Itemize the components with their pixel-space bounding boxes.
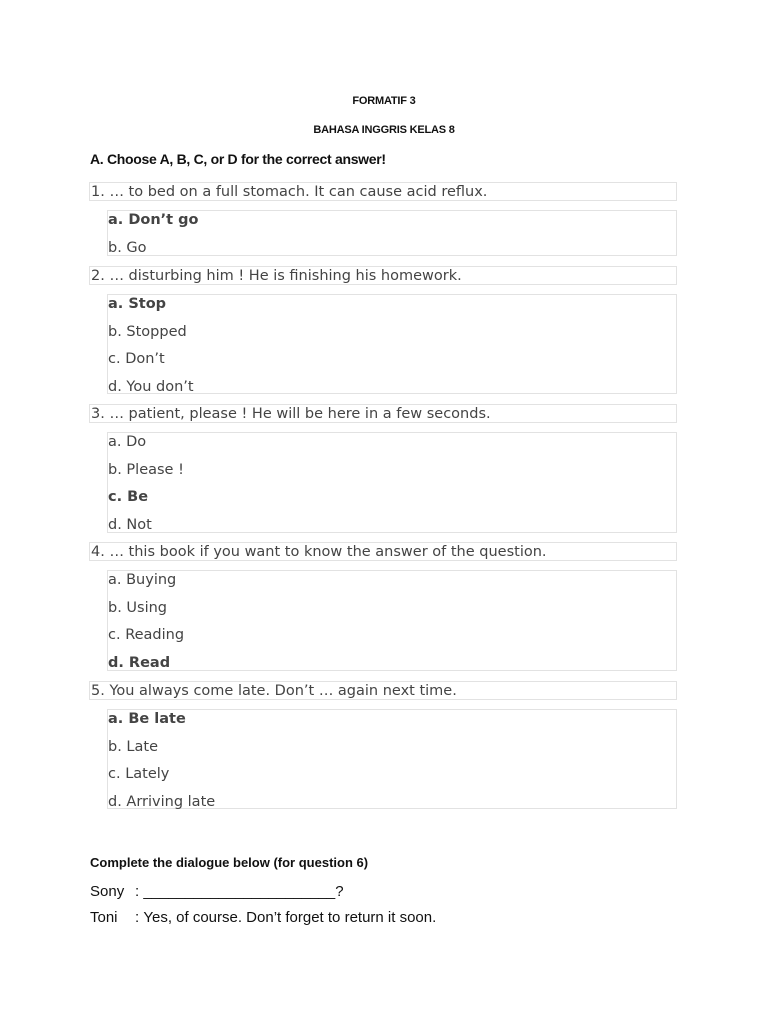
dialogue-separator: : (135, 883, 144, 900)
question-5: 5. You always come late. Don’t … again next time. (89, 681, 677, 700)
question-2-options (107, 294, 677, 394)
question-3-option-d: d. Not (108, 516, 152, 533)
document-title: FORMATIF 3 (352, 95, 416, 107)
question-2-option-c: c. Don’t (108, 351, 165, 367)
question-3-option-b: b. Please ! (108, 461, 184, 478)
document-subtitle: BAHASA INGGRIS KELAS 8 (313, 124, 455, 136)
question-4: 4. … this book if you want to know the answer of the question. (89, 542, 677, 561)
question-2-option-b: b. Stopped (108, 323, 187, 340)
question-4-option-d: d. Read (108, 654, 171, 671)
question-2-option-a: a. Stop (108, 296, 167, 312)
dialogue-line-toni (90, 909, 436, 926)
question-4-option-c: c. Reading (108, 627, 185, 643)
question-1-options (107, 210, 677, 256)
question-5-option-b: b. Late (108, 738, 158, 755)
question-2: 2. … disturbing him ! He is finishing his homework. (89, 266, 677, 285)
dialogue-separator: : (135, 909, 144, 926)
dialogue-heading: Complete the dialogue below (for question 6) (90, 855, 369, 870)
question-2-option-d: d. You don’t (108, 378, 194, 395)
section-a-heading: A. Choose A, B, C, or D for the correct answer! (90, 151, 386, 167)
dialogue-blank: _______________________? (143, 883, 344, 900)
dialogue-line-sony (90, 883, 344, 900)
question-3: 3. … patient, please ! He will be here in a few seconds. (89, 404, 677, 423)
question-1-option-b: b. Go (108, 239, 147, 256)
dialogue-speaker: Sony (90, 883, 125, 900)
question-1: 1. … to bed on a full stomach. It can cause acid reflux. (89, 182, 677, 201)
dialogue-text: Yes, of course. Don’t forget to return it soon. (143, 909, 437, 926)
question-4-option-b: b. Using (108, 599, 168, 616)
question-5-option-a: a. Be late (108, 711, 186, 727)
question-1-option-a: a. Don’t go (108, 212, 199, 228)
question-5-option-c: c. Lately (108, 766, 170, 782)
question-3-option-a: a. Do (108, 434, 147, 450)
question-4-options (107, 570, 677, 671)
question-5-options (107, 709, 677, 809)
question-5-option-d: d. Arriving late (108, 793, 216, 810)
dialogue-speaker: Toni (90, 909, 118, 926)
question-3-options (107, 432, 677, 533)
question-3-option-c: c. Be (108, 489, 149, 505)
question-4-option-a: a. Buying (108, 572, 177, 588)
